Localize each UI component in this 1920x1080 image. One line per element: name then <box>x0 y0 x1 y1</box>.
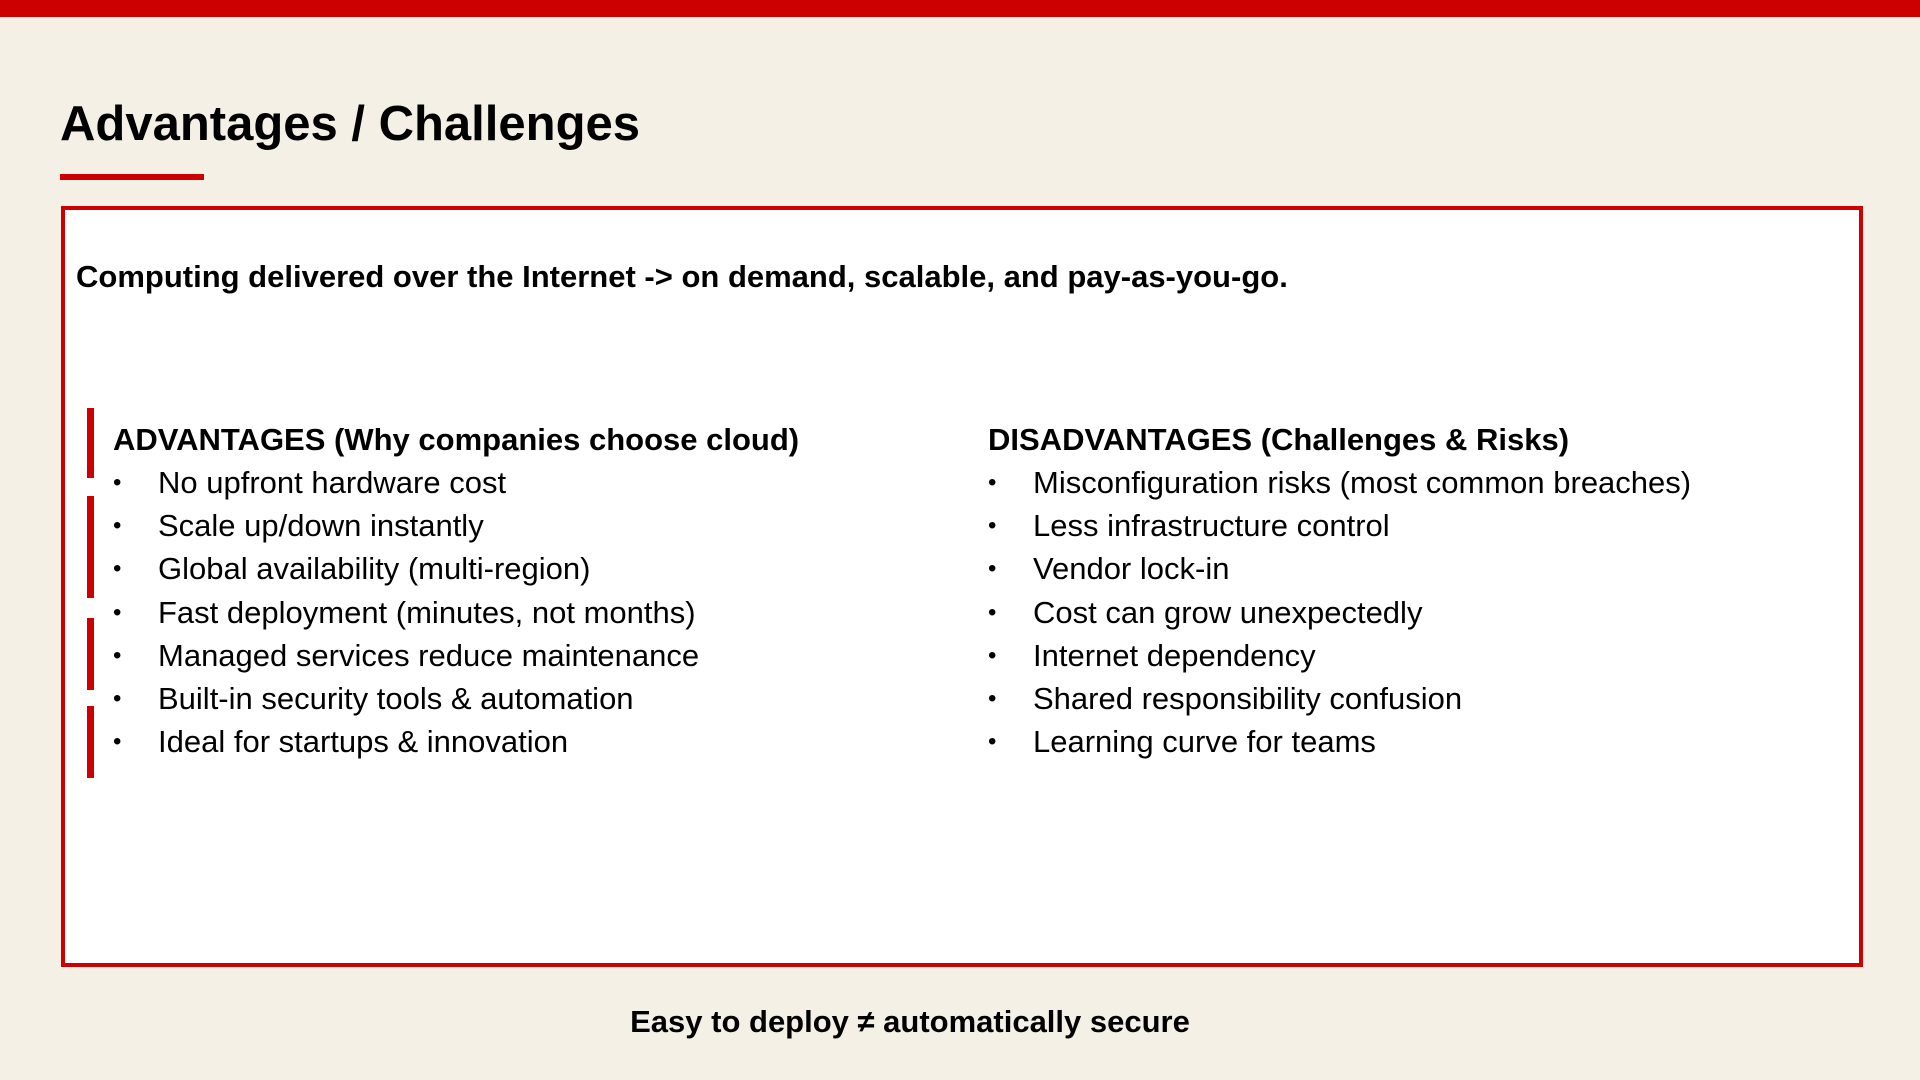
footer-text: Easy to deploy ≠ automatically secure <box>630 1004 1190 1039</box>
bullet-icon: • <box>113 728 122 756</box>
disadvantages-list <box>988 461 1691 763</box>
bullet-icon: • <box>988 512 997 540</box>
bullet-icon: • <box>113 598 122 626</box>
advantages-column <box>113 418 799 763</box>
advantages-item-text: Managed services reduce maintenance <box>158 637 700 673</box>
title-underline <box>60 174 204 180</box>
disadvantages-item-text: Internet dependency <box>1033 637 1316 673</box>
intro-text: Computing delivered over the Internet -> on demand, scalable, and pay-as-you-go. <box>76 259 1288 294</box>
advantages-item-text: Ideal for startups & innovation <box>158 724 569 760</box>
accent-bar-3 <box>87 618 94 690</box>
bullet-icon: • <box>113 469 122 496</box>
top-accent-bar <box>0 0 1920 17</box>
advantages-item-text: No upfront hardware cost <box>158 465 507 500</box>
advantages-list-item <box>113 504 799 547</box>
bullet-icon: • <box>988 469 997 496</box>
advantages-item-text: Built-in security tools & automation <box>158 680 634 716</box>
advantages-list-item <box>113 591 799 634</box>
disadvantages-list-item <box>988 591 1691 634</box>
advantages-list-item <box>113 677 799 720</box>
bullet-icon: • <box>113 641 122 669</box>
disadvantages-item-text: Misconfiguration risks (most common breaches) <box>1033 465 1692 500</box>
bullet-icon: • <box>113 555 122 583</box>
advantages-item-text: Global availability (multi-region) <box>158 551 591 587</box>
disadvantages-list-item <box>988 634 1691 677</box>
disadvantages-item-text: Learning curve for teams <box>1033 724 1376 760</box>
disadvantages-list-item <box>988 504 1691 547</box>
advantages-list-item <box>113 547 799 590</box>
bullet-icon: • <box>988 598 997 626</box>
disadvantages-list-item <box>988 547 1691 590</box>
bullet-icon: • <box>988 728 997 756</box>
advantages-item-text: Scale up/down instantly <box>158 508 484 544</box>
disadvantages-list-item <box>988 677 1691 720</box>
advantages-heading: ADVANTAGES (Why companies choose cloud) <box>113 422 800 457</box>
disadvantages-item-text: Less infrastructure control <box>1033 508 1390 544</box>
disadvantages-item-text: Cost can grow unexpectedly <box>1033 594 1423 630</box>
disadvantages-item-text: Vendor lock-in <box>1033 551 1230 587</box>
disadvantages-list-item <box>988 720 1691 763</box>
disadvantages-heading: DISADVANTAGES (Challenges & Risks) <box>988 422 1570 457</box>
accent-bar-1 <box>87 408 94 478</box>
bullet-icon: • <box>113 684 122 712</box>
disadvantages-item-text: Shared responsibility confusion <box>1033 680 1463 716</box>
advantages-item-text: Fast deployment (minutes, not months) <box>158 594 696 630</box>
disadvantages-list-item <box>988 461 1691 504</box>
advantages-list <box>113 461 799 763</box>
bullet-icon: • <box>988 555 997 583</box>
advantages-list-item <box>113 461 799 504</box>
accent-bar-2 <box>87 496 94 598</box>
slide-title: Advantages / Challenges <box>60 97 641 151</box>
bullet-icon: • <box>113 512 122 540</box>
disadvantages-column <box>988 418 1691 763</box>
bullet-icon: • <box>988 641 997 669</box>
advantages-list-item <box>113 634 799 677</box>
advantages-list-item <box>113 720 799 763</box>
bullet-icon: • <box>988 684 997 712</box>
accent-bar-4 <box>87 706 94 778</box>
